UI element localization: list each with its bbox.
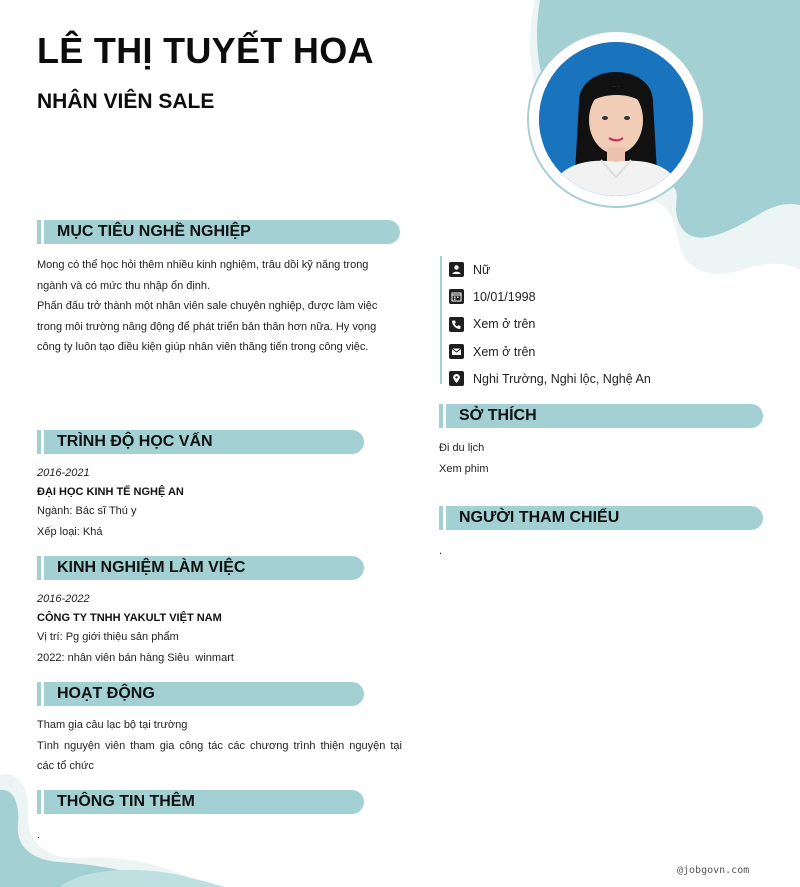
education-grade: Xếp loại: Khá (37, 526, 103, 538)
location-pin-icon (449, 371, 464, 386)
objective-line: công ty luôn tạo điều kiện giúp nhân viên thăng tiến trong công việc. (37, 341, 369, 353)
activity-line: Tham gia câu lạc bộ tại trường (37, 719, 188, 731)
contact-item-phone (439, 311, 769, 338)
phone-icon (449, 317, 464, 332)
section-title: KINH NGHIỆM LÀM VIỆC (57, 559, 246, 576)
section-header-education (37, 430, 364, 454)
experience-note: 2022: nhân viên bán hàng Siêu winmart (37, 652, 234, 664)
section-title: NGƯỜI THAM CHIẾU (459, 509, 620, 526)
job-title: NHÂN VIÊN SALE (37, 90, 215, 113)
more-info-content: . (37, 829, 41, 841)
person-icon (449, 262, 464, 277)
references-content: . (439, 545, 443, 557)
contact-item-email (439, 338, 769, 365)
section-header-more-info (37, 790, 364, 814)
objective-text (37, 255, 407, 358)
section-header-experience (37, 556, 364, 580)
contact-list (439, 256, 769, 392)
section-header-objective (37, 220, 400, 244)
contact-item-birthday (439, 283, 769, 310)
hobby-item: Xem phim (439, 462, 489, 475)
objective-line: ngành và có mức thu nhập ổn định. (37, 279, 211, 292)
activity-line: Tình nguyện viên tham gia công tác các chương trình thiện nguyện tại (37, 739, 402, 752)
company-name: CÔNG TY TNHH YAKULT VIỆT NAM (37, 612, 222, 624)
contact-item-gender (439, 256, 769, 283)
contact-text: Nữ (473, 262, 491, 277)
hobbies-list (439, 438, 489, 479)
candidate-name: LÊ THỊ TUYẾT HOA (37, 30, 374, 71)
section-title: MỤC TIÊU NGHỀ NGHIỆP (57, 223, 251, 240)
objective-line: trong môi trường năng động để phát triển bản thân hơn nữa. Hy vọng (37, 320, 377, 333)
activities-text (37, 715, 402, 777)
activity-line: các tổ chức (37, 760, 94, 772)
contact-text: 10/01/1998 (473, 289, 536, 304)
section-title: SỞ THÍCH (459, 407, 537, 424)
section-title: TRÌNH ĐỘ HỌC VẤN (57, 433, 213, 450)
experience-period: 2016-2022 (37, 593, 90, 605)
section-header-activities (37, 682, 364, 706)
school-name: ĐẠI HỌC KINH TẾ NGHỆ AN (37, 486, 184, 498)
contact-text: Xem ở trên (473, 317, 536, 332)
objective-line: Mong có thể học hỏi thêm nhiều kinh nghiệm, trâu dồi kỹ năng trong (37, 259, 369, 271)
contact-item-address (439, 365, 769, 392)
contact-text: Xem ở trên (473, 344, 536, 359)
section-header-hobbies (439, 404, 763, 428)
section-title: HOẠT ĐỘNG (57, 685, 155, 702)
watermark: @jobgovn.com (677, 865, 750, 876)
hobby-item: Đi du lịch (439, 442, 485, 454)
section-title: THÔNG TIN THÊM (57, 793, 195, 810)
mail-icon (449, 344, 464, 359)
contact-text: Nghi Trường, Nghi lộc, Nghệ An (473, 371, 651, 386)
experience-position: Vị trí: Pg giới thiệu sản phẩm (37, 631, 179, 643)
objective-line: Phấn đấu trở thành một nhân viên sale chuyên nghiệp, được làm việc (37, 300, 378, 312)
calendar-icon (449, 289, 464, 304)
profile-photo (539, 42, 693, 196)
section-header-references (439, 506, 763, 530)
education-period: 2016-2021 (37, 467, 90, 479)
education-major: Ngành: Bác sĩ Thú y (37, 505, 137, 517)
